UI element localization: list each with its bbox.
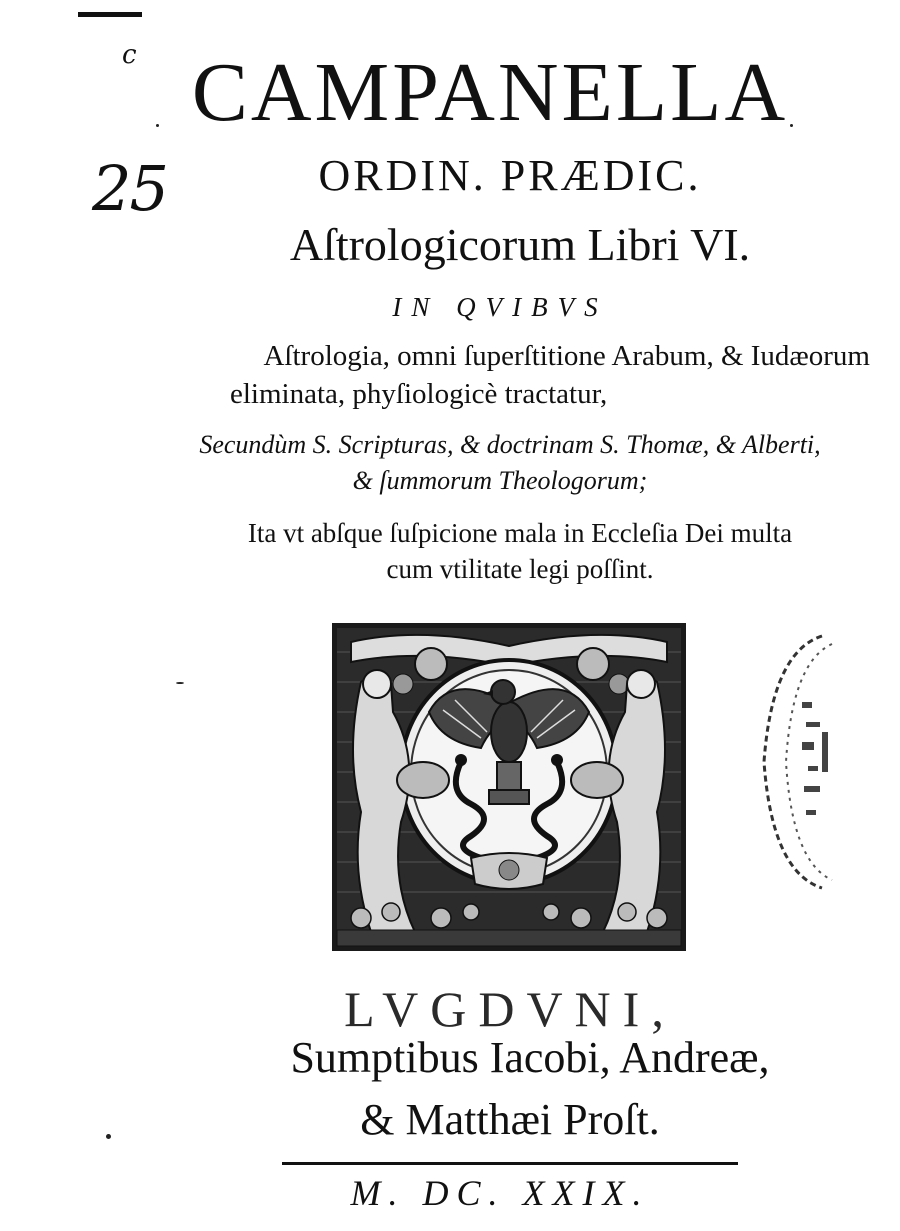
ink-speck bbox=[790, 124, 793, 127]
imprint-date: M. DC. XXIX. bbox=[350, 1173, 650, 1213]
work-title: Aſtrologicorum Libri VI. bbox=[289, 219, 751, 270]
imprint-publisher-line-2: & Matthæi Proſt. bbox=[360, 1095, 660, 1144]
author-order: ORDIN. PRÆDIC. bbox=[318, 151, 702, 200]
description-line-1: Aſtrologia, omni ſuperſtitione Arabum, & Iudæorum bbox=[263, 340, 870, 372]
ink-speck bbox=[156, 124, 159, 127]
author-name: CAMPANELLA bbox=[191, 46, 789, 139]
ink-speck bbox=[176, 682, 184, 684]
secundum-line-2: & ſummorum Theologorum; bbox=[352, 466, 648, 495]
secundum-line-1: Secundùm S. Scripturas, & doctrinam S. Thomæ, & Alberti, bbox=[199, 430, 821, 459]
description-line-2: eliminata, phyſiologicè tractatur, bbox=[230, 378, 608, 410]
in-quibus-heading: IN QVIBVS bbox=[392, 292, 608, 322]
top-ink-rule bbox=[78, 12, 142, 17]
imprint-place: LVGDVNI, bbox=[344, 981, 676, 1037]
imprint-publisher-line-1: Sumptibus Iacobi, Andreæ, bbox=[290, 1033, 770, 1082]
bottom-rule bbox=[282, 1162, 738, 1165]
ita-line-2: cum vtilitate legi poſſint. bbox=[386, 554, 654, 584]
eagle-serpents-emblem-icon bbox=[331, 622, 687, 952]
handwritten-corner-mark: c bbox=[122, 40, 137, 70]
handwritten-shelf-number: 25 bbox=[92, 152, 167, 225]
library-stamp-icon bbox=[752, 632, 846, 892]
ink-speck bbox=[106, 1134, 111, 1139]
ita-line-1: Ita vt abſque ſuſpicione mala in Eccleſia Dei multa bbox=[247, 518, 793, 548]
